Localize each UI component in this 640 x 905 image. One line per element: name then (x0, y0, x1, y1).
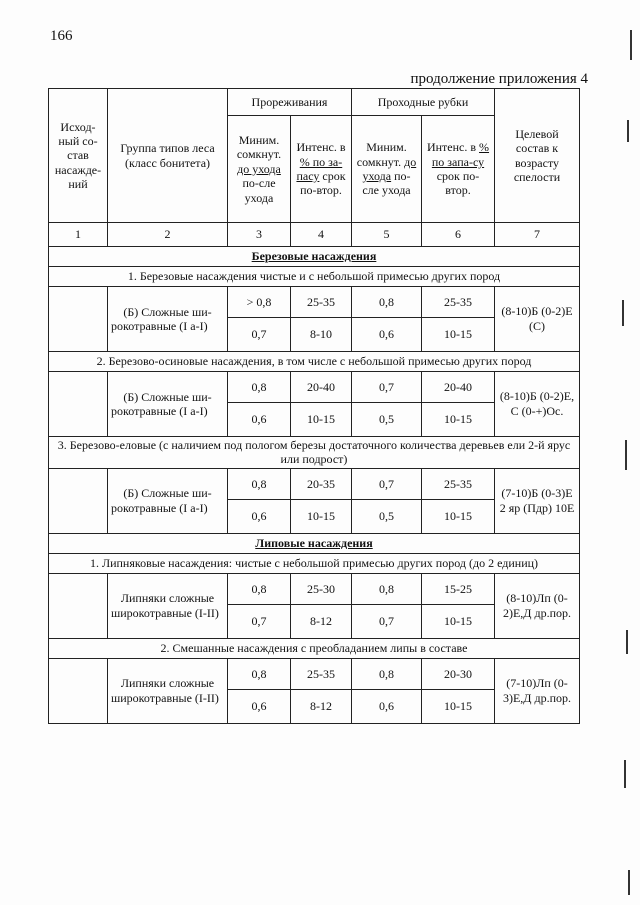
section-title: Липовые насаждения (49, 533, 580, 553)
table-row (49, 372, 580, 403)
column-number: 4 (291, 223, 352, 247)
group-subtitle-row (49, 638, 580, 658)
value-cell: 25-35 (422, 287, 495, 318)
table-body (49, 223, 580, 724)
value-cell: 20-40 (291, 372, 352, 403)
column-number: 5 (352, 223, 422, 247)
table-row (49, 573, 580, 604)
group-subtitle: 2. Березово-осиновые насаждения, в том числе с небольшой примесью других пород (49, 352, 580, 372)
target-composition-cell: (8-10)Лп (0-2)Е,Д др.пор. (495, 573, 580, 638)
value-cell: 0,7 (352, 604, 422, 638)
value-cell: 10-15 (422, 499, 495, 533)
section-title-row (49, 533, 580, 553)
column-numbers-row (49, 223, 580, 247)
column-number: 2 (108, 223, 228, 247)
forest-type-cell: (Б) Сложные ши-рокотравные (I а-I) (108, 372, 228, 437)
group-subtitle: 1. Березовые насаждения чистые и с небольшой примесью других пород (49, 267, 580, 287)
value-cell: 0,8 (228, 372, 291, 403)
value-cell: 15-25 (422, 573, 495, 604)
group-subtitle: 3. Березово-еловые (с наличием под пологом березы достаточного количества деревьев ели 2-й ярус или подрост) (49, 437, 580, 469)
forest-type-cell: (Б) Сложные ши-рокотравные (I а-I) (108, 287, 228, 352)
initial-composition-cell (49, 573, 108, 638)
header-target-composition: Целевой состав к возрасту спелости (495, 89, 580, 223)
column-number: 6 (422, 223, 495, 247)
value-cell: 25-35 (422, 468, 495, 499)
column-number: 3 (228, 223, 291, 247)
group-subtitle: 2. Смешанные насаждения с преобладанием липы в составе (49, 638, 580, 658)
target-composition-cell: (8-10)Б (0-2)Е (С) (495, 287, 580, 352)
page-number: 166 (50, 28, 73, 44)
target-composition-cell: (7-10)Б (0-3)Е 2 яр (Пдр) 10Е (495, 468, 580, 533)
value-cell: 0,8 (352, 658, 422, 689)
forest-type-cell: Липняки сложные широкотравные (I-II) (108, 573, 228, 638)
group-subtitle-row (49, 352, 580, 372)
value-cell: 8-12 (291, 604, 352, 638)
header-passing-cuttings: Проходные рубки (352, 89, 495, 116)
initial-composition-cell (49, 287, 108, 352)
target-composition-cell: (8-10)Б (0-2)Е, С (0-+)Ос. (495, 372, 580, 437)
group-subtitle-row (49, 553, 580, 573)
value-cell: 0,6 (352, 689, 422, 723)
scan-edge-mark (628, 870, 630, 895)
scan-edge-mark (625, 440, 627, 470)
value-cell: 10-15 (422, 604, 495, 638)
value-cell: 0,6 (228, 689, 291, 723)
scan-edge-mark (624, 760, 626, 788)
value-cell: 0,8 (228, 658, 291, 689)
value-cell: 10-15 (422, 403, 495, 437)
initial-composition-cell (49, 372, 108, 437)
value-cell: 0,5 (352, 499, 422, 533)
value-cell: 0,7 (352, 372, 422, 403)
header-thinning-intensity: Интенс. в % по за-пасу срок по-втор. (291, 116, 352, 223)
initial-composition-cell (49, 658, 108, 723)
value-cell: 25-35 (291, 287, 352, 318)
value-cell: 0,6 (228, 403, 291, 437)
header-thinning-min-density: Миним. сомкнут. до ухода по-сле ухода (228, 116, 291, 223)
value-cell: 0,7 (228, 604, 291, 638)
value-cell: 10-15 (422, 318, 495, 352)
appendix-continuation-label: продолжение приложения 4 (410, 71, 588, 87)
value-cell: 0,5 (352, 403, 422, 437)
value-cell: 0,8 (228, 573, 291, 604)
scan-edge-mark (630, 30, 632, 60)
value-cell: 20-35 (291, 468, 352, 499)
value-cell: 20-40 (422, 372, 495, 403)
value-cell: 0,8 (352, 573, 422, 604)
value-cell: 20-30 (422, 658, 495, 689)
value-cell: 0,7 (228, 318, 291, 352)
column-number: 1 (49, 223, 108, 247)
header-initial-composition: Исход-ный со-став насажде-ний (49, 89, 108, 223)
column-number: 7 (495, 223, 580, 247)
initial-composition-cell (49, 468, 108, 533)
value-cell: 0,8 (228, 468, 291, 499)
scan-edge-mark (622, 300, 624, 326)
value-cell: 0,6 (228, 499, 291, 533)
scan-edge-mark (626, 630, 628, 654)
target-composition-cell: (7-10)Лп (0-3)Е,Д др.пор. (495, 658, 580, 723)
header-thinning: Прореживания (228, 89, 352, 116)
scan-edge-mark (627, 120, 629, 142)
value-cell: 25-35 (291, 658, 352, 689)
group-subtitle-row (49, 267, 580, 287)
table-row (49, 468, 580, 499)
value-cell: 8-10 (291, 318, 352, 352)
value-cell: > 0,8 (228, 287, 291, 318)
value-cell: 10-15 (291, 403, 352, 437)
group-subtitle-row (49, 437, 580, 469)
value-cell: 10-15 (422, 689, 495, 723)
forest-thinning-table (48, 88, 580, 724)
section-title: Березовые насаждения (49, 247, 580, 267)
value-cell: 25-30 (291, 573, 352, 604)
value-cell: 10-15 (291, 499, 352, 533)
header-forest-type-group: Группа типов леса (класс бонитета) (108, 89, 228, 223)
value-cell: 0,7 (352, 468, 422, 499)
group-subtitle: 1. Липняковые насаждения: чистые с небольшой примесью других пород (до 2 единиц) (49, 553, 580, 573)
value-cell: 0,6 (352, 318, 422, 352)
value-cell: 8-12 (291, 689, 352, 723)
forest-type-cell: Липняки сложные широкотравные (I-II) (108, 658, 228, 723)
header-passing-min-density: Миним. сомкнут. до ухода по-сле ухода (352, 116, 422, 223)
value-cell: 0,8 (352, 287, 422, 318)
table-row (49, 287, 580, 318)
header-passing-intensity: Интенс. в % по запа-су срок по-втор. (422, 116, 495, 223)
section-title-row (49, 247, 580, 267)
table-row (49, 658, 580, 689)
forest-type-cell: (Б) Сложные ши-рокотравные (I а-I) (108, 468, 228, 533)
